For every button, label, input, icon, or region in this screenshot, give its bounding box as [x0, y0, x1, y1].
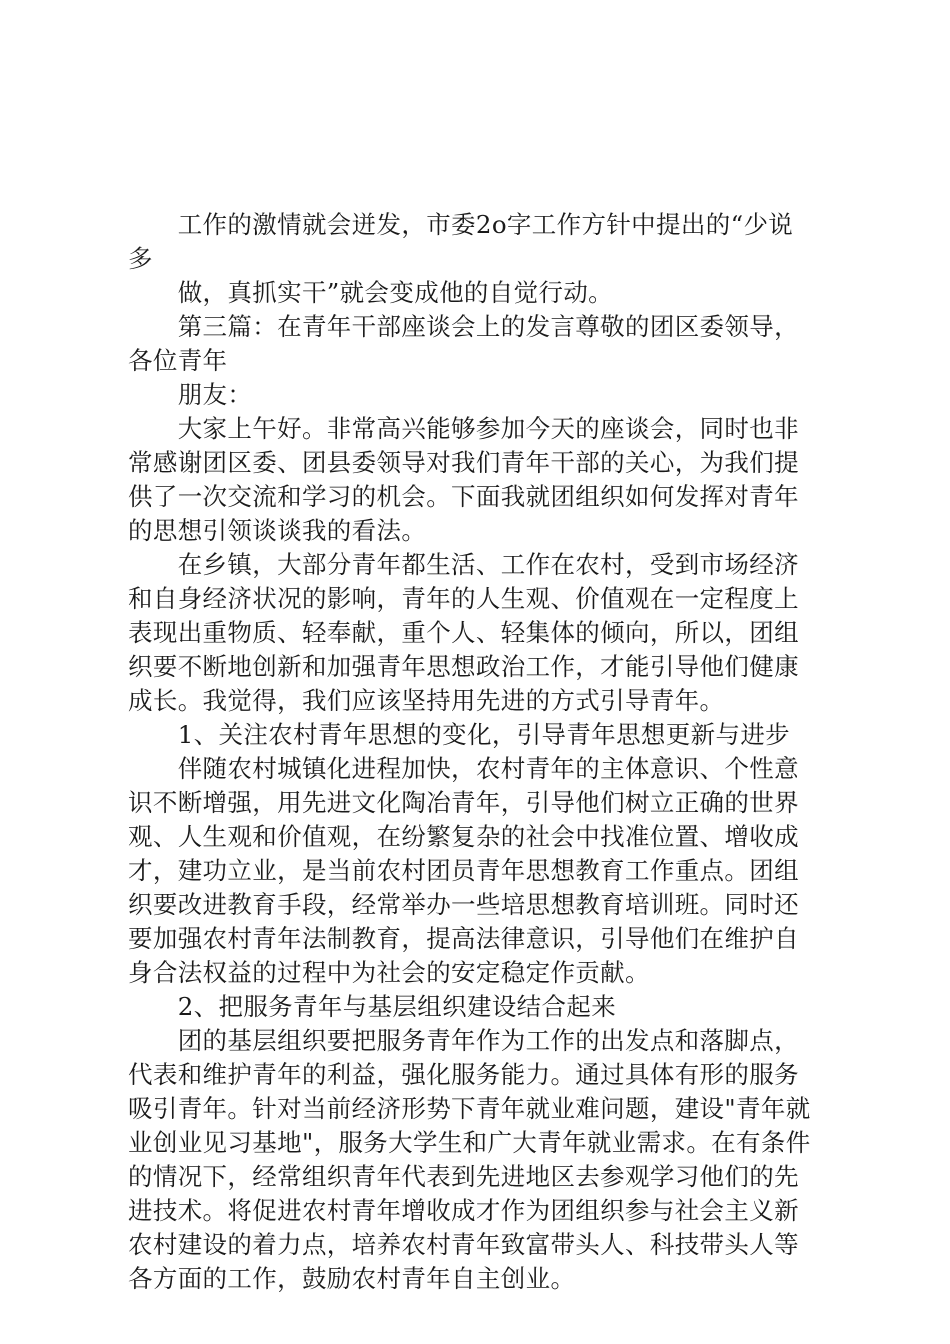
subheading-line: 1、关注农村青年思想的变化，引导青年思想更新与进步: [128, 720, 791, 749]
body-text-line: 供了一次交流和学习的机会。下面我就团组织如何发挥对青年: [128, 482, 799, 511]
body-text-line: 工作的激情就会迸发，市委2o字工作方针中提出的“少说: [128, 210, 794, 239]
body-text-line: 观、人生观和价值观，在纷繁复杂的社会中找准位置、增收成: [128, 822, 799, 851]
body-text-line: 各方面的工作，鼓励农村青年自主创业。: [128, 1264, 576, 1293]
body-text-line: 代表和维护青年的利益，强化服务能力。通过具体有形的服务: [128, 1060, 799, 1089]
section-heading-line: 第三篇：在青年干部座谈会上的发言尊敬的团区委领导，: [128, 312, 799, 341]
body-text-line: 做，真抓实干”就会变成他的自觉行动。: [128, 278, 614, 307]
body-text-line: 吸引青年。针对当前经济形势下青年就业难问题，建设"青年就: [128, 1094, 811, 1123]
body-text-line: 识不断增强，用先进文化陶冶青年，引导他们树立正确的世界: [128, 788, 799, 817]
body-text-line: 织要改进教育手段，经常举办一些培思想教育培训班。同时还: [128, 890, 799, 919]
body-text-line: 要加强农村青年法制教育，提高法律意识，引导他们在维护自: [128, 924, 799, 953]
body-text-line: 伴随农村城镇化进程加快，农村青年的主体意识、个性意: [128, 754, 799, 783]
body-text-line: 才，建功立业，是当前农村团员青年思想教育工作重点。团组: [128, 856, 799, 885]
body-text-line: 的思想引领谈谈我的看法。: [128, 516, 427, 545]
body-text-line: 业创业见习基地"，服务大学生和广大青年就业需求。在有条件: [128, 1128, 811, 1157]
section-heading-line: 各位青年: [128, 346, 228, 375]
body-text-line: 大家上午好。非常高兴能够参加今天的座谈会，同时也非: [128, 414, 799, 443]
body-text-line: 身合法权益的过程中为社会的安定稳定作贡献。: [128, 958, 650, 987]
body-text-line: 进技术。将促进农村青年增收成才作为团组织参与社会主义新: [128, 1196, 799, 1225]
body-text-line: 织要不断地创新和加强青年思想政治工作，才能引导他们健康: [128, 652, 799, 681]
body-text-line: 和自身经济状况的影响，青年的人生观、价值观在一定程度上: [128, 584, 799, 613]
body-text-line: 团的基层组织要把服务青年作为工作的出发点和落脚点，: [128, 1026, 799, 1055]
body-text-line: 在乡镇，大部分青年都生活、工作在农村，受到市场经济: [128, 550, 799, 579]
subheading-line: 2、把服务青年与基层组织建设结合起来: [128, 992, 617, 1021]
salutation-line: 朋友：: [128, 380, 253, 409]
body-text-line: 成长。我觉得，我们应该坚持用先进的方式引导青年。: [128, 686, 725, 715]
body-text-line: 的情况下，经常组织青年代表到先进地区去参观学习他们的先: [128, 1162, 799, 1191]
body-text-line: 表现出重物质、轻奉献，重个人、轻集体的倾向，所以，团组: [128, 618, 799, 647]
body-text-line: 农村建设的着力点，培养农村青年致富带头人、科技带头人等: [128, 1230, 799, 1259]
body-text-line: 常感谢团区委、团县委领导对我们青年干部的关心，为我们提: [128, 448, 799, 477]
body-text-line: 多: [128, 244, 153, 273]
